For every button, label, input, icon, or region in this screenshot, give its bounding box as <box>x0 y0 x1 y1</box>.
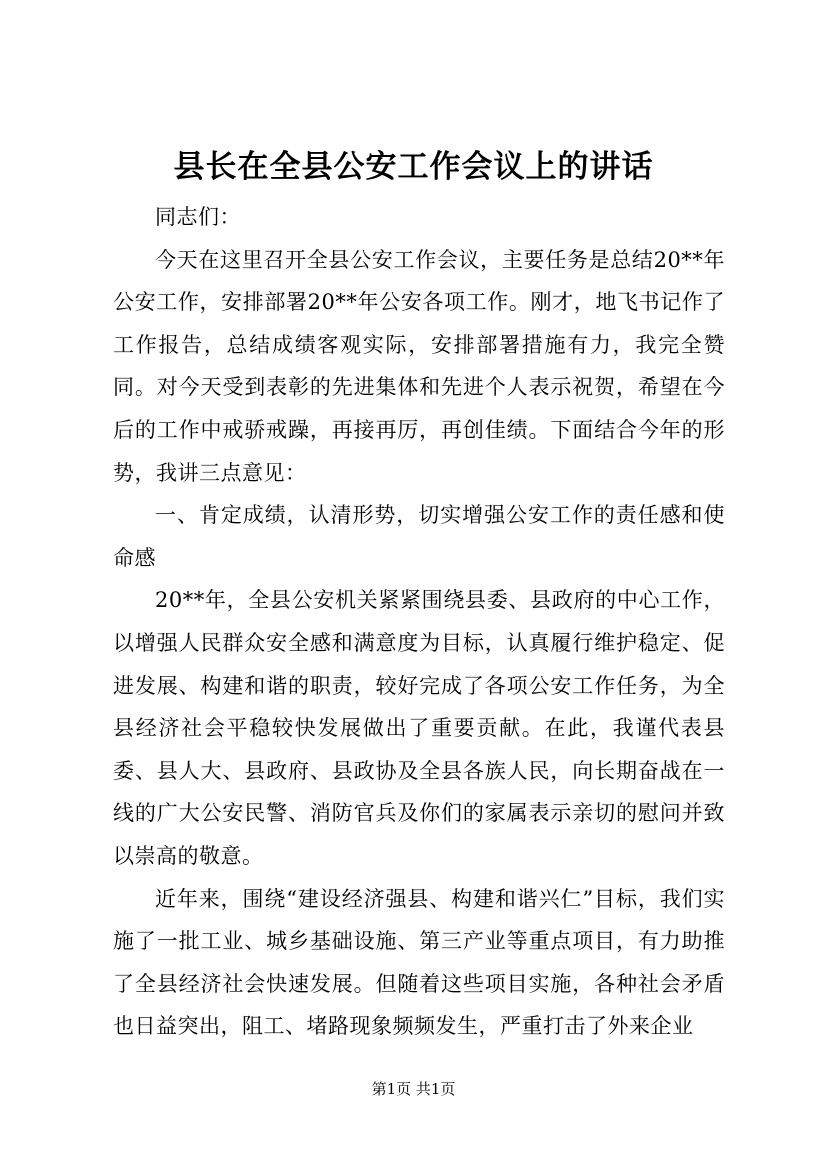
paragraph-intro: 今天在这里召开全县公安工作会议，主要任务是总结20**年公安工作，安排部署20**年公安各项工作。刚才，地飞书记作了工作报告，总结成绩客观实际，安排部署措施有力，我完全赞同。对今天受到表彰的先进集体和先进个人表示祝贺，希望在今后的工作中戒骄戒躁，再接再厉，再创佳绩。下面结合今年的形势，我讲三点意见： <box>113 247 725 485</box>
salutation: 同志们： <box>155 205 241 229</box>
paragraph-recent-years: 近年来，围绕“建设经济强县、构建和谐兴仁”目标，我们实施了一批工业、城乡基础设施、第三产业等重点项目，有力助推了全县经济社会快速发展。但随着这些项目实施，各种社会矛盾也日益突出，阻工、堵路现象频频发生，严重打击了外来企业 <box>113 886 725 1039</box>
page-footer: 第1页 共1页 <box>371 1080 456 1098</box>
section-heading-1: 一、肯定成绩，认清形势，切实增强公安工作的责任感和使命感 <box>113 503 725 570</box>
document-title: 县长在全县公安工作会议上的讲话 <box>173 149 654 185</box>
document-body <box>113 196 725 1048</box>
paragraph-achievements: 20**年，全县公安机关紧紧围绕县委、县政府的中心工作，以增强人民群众安全感和满意度为目标，认真履行维护稳定、促进发展、构建和谐的职责，较好完成了各项公安工作任务，为全县经济社会平稳较快发展做出了重要贡献。在此，我谨代表县委、县人大、县政府、县政协及全县各族人民，向长期奋战在一线的广大公安民警、消防官兵及你们的家属表示亲切的慰问并致以崇高的敬意。 <box>113 588 725 868</box>
